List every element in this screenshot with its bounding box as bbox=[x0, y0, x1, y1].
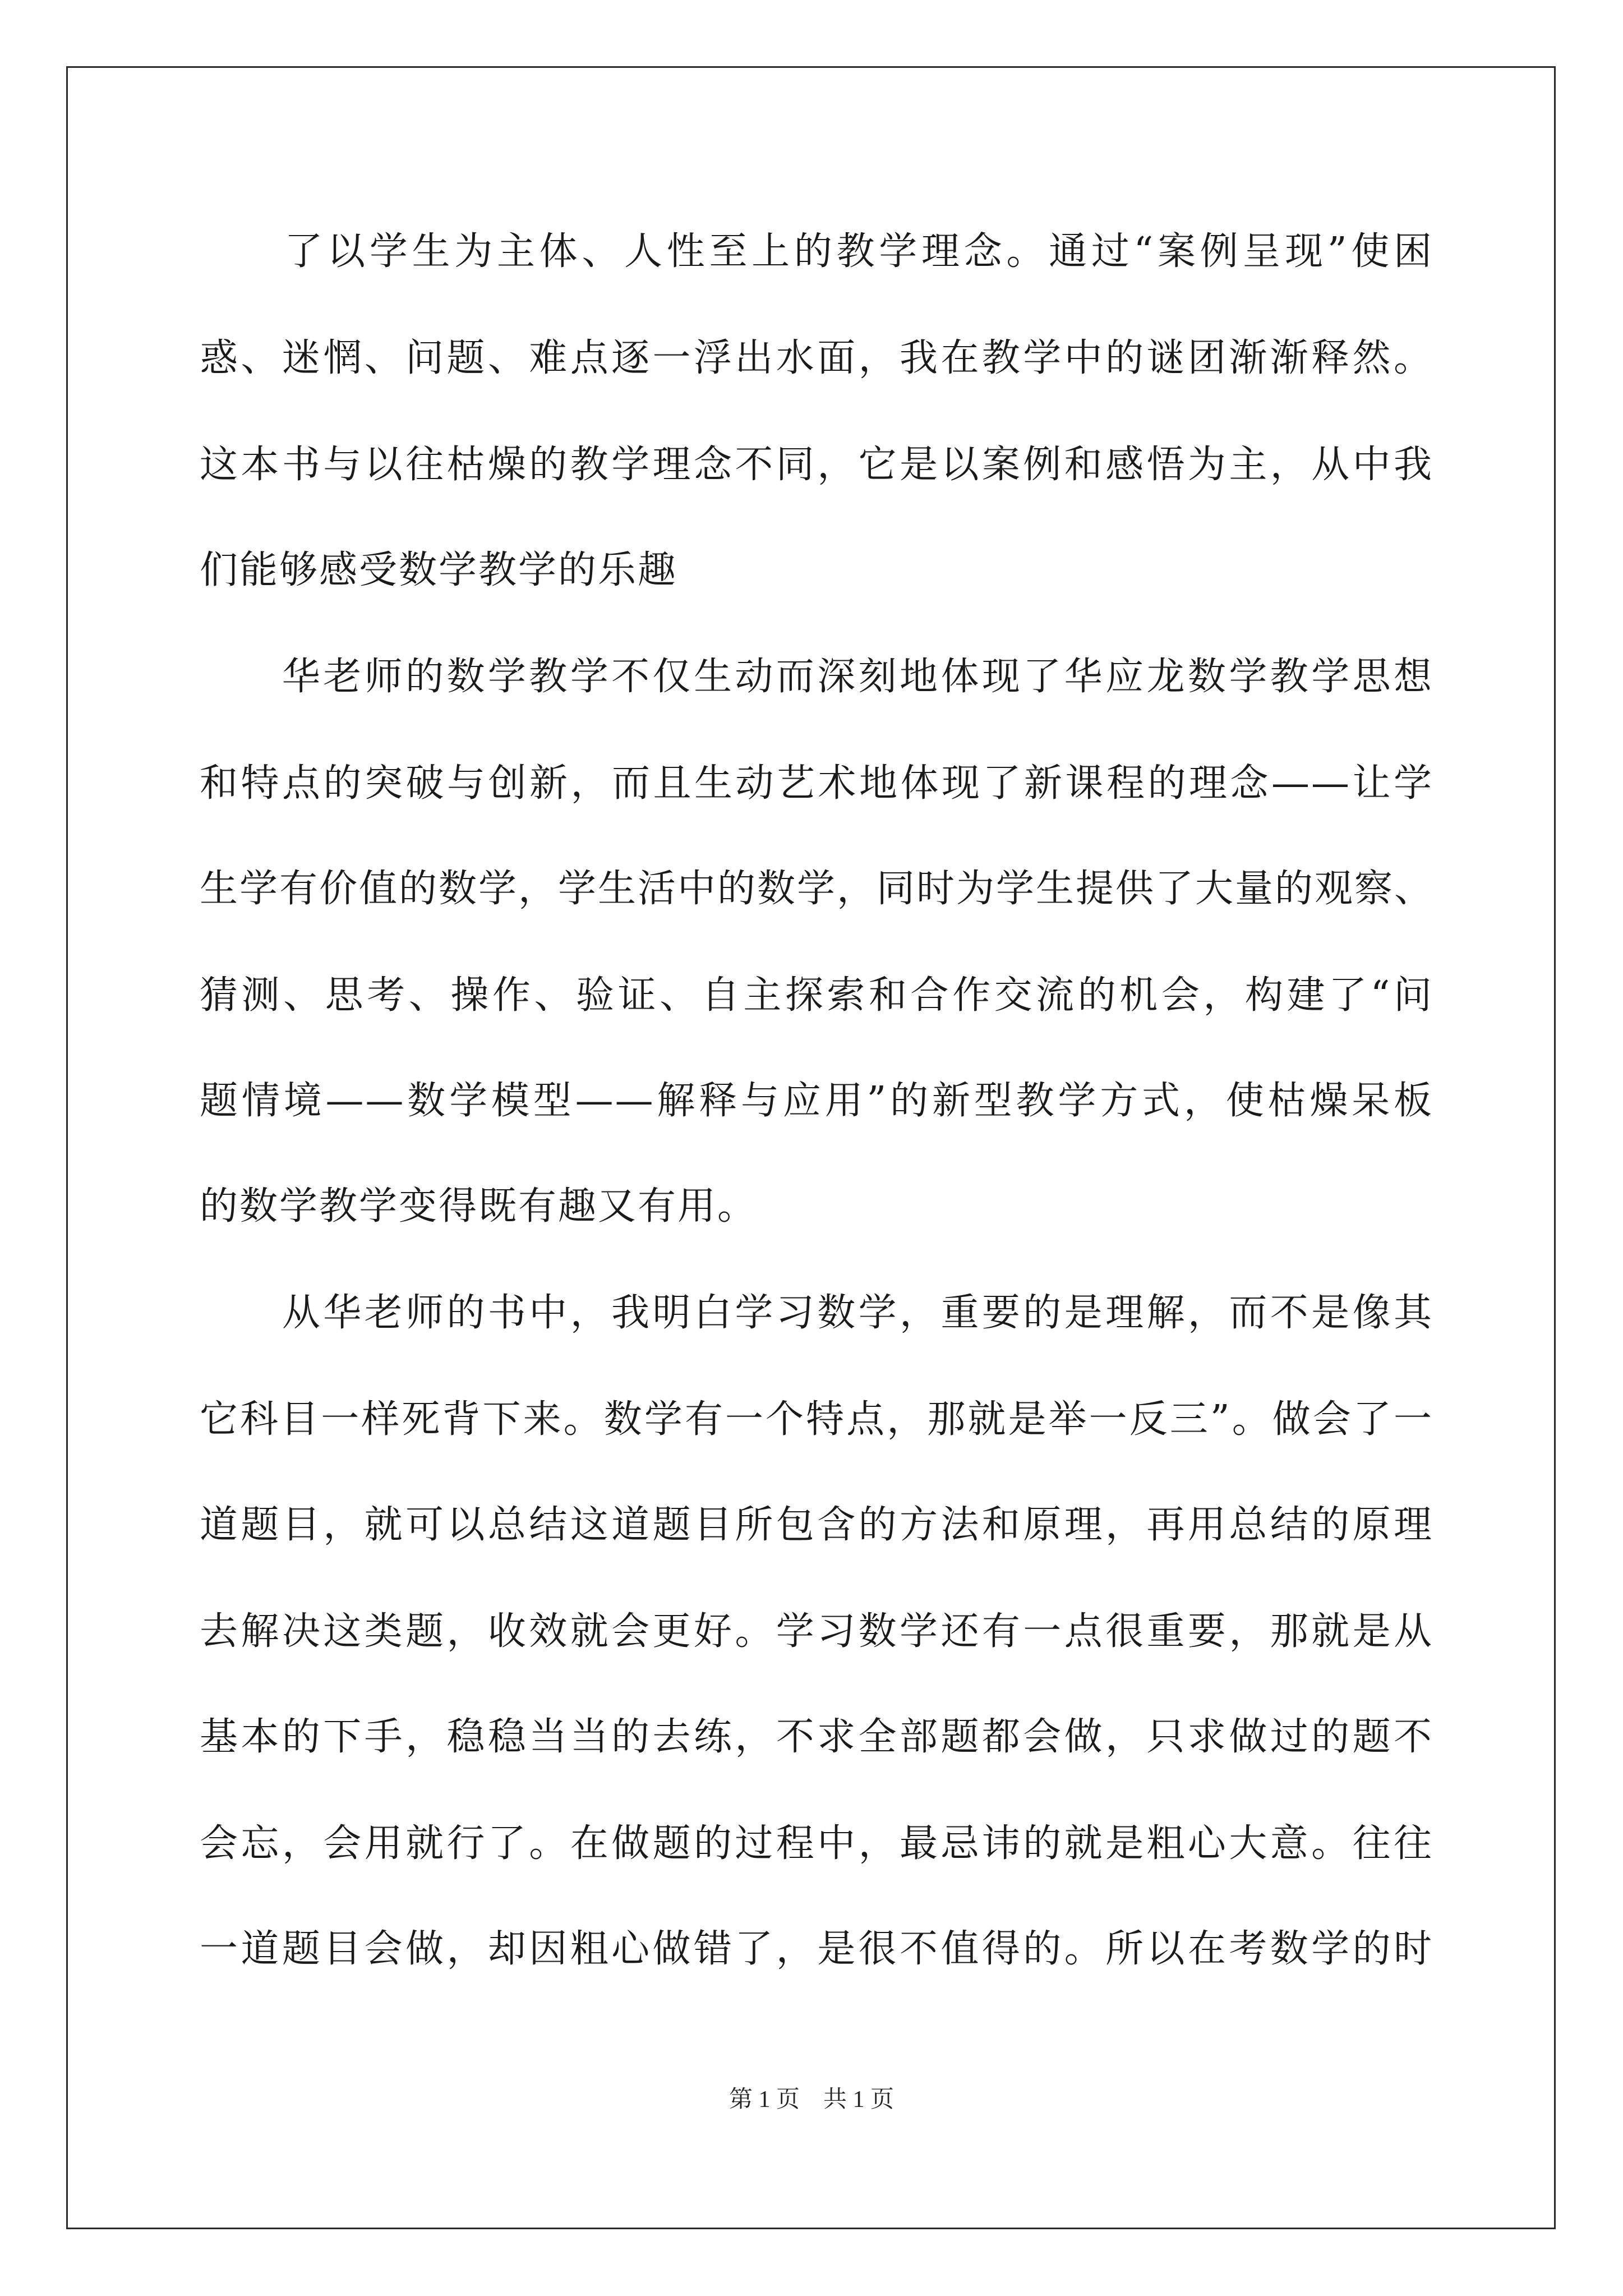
paragraph-2-line-3: 生学有价值的数学，学生活中的数学，同时为学生提供了大量的观察、 bbox=[200, 867, 1435, 911]
paragraph-2-line-4: 猜测、思考、操作、验证、自主探索和合作交流的机会，构建了“问 bbox=[200, 973, 1433, 1018]
paragraph-2-line-2: 和特点的突破与创新，而且生动艺术地体现了新课程的理念——让学 bbox=[200, 761, 1433, 806]
paragraph-2-line-5: 题情境——数学模型——解释与应用”的新型教学方式，使枯燥呆板 bbox=[200, 1079, 1433, 1123]
paragraph-2-line-1: 华老师的数学教学不仅生动而深刻地体现了华应龙数学教学思想 bbox=[200, 655, 1433, 699]
paragraph-3-line-5: 基本的下手，稳稳当当的去练，不求全部题都会做，只求做过的题不 bbox=[200, 1715, 1433, 1759]
paragraph-1-line-2: 惑、迷惘、问题、难点逐一浮出水面，我在教学中的谜团渐渐释然。 bbox=[200, 336, 1433, 380]
paragraph-3-line-4: 去解决这类题，收效就会更好。学习数学还有一点很重要，那就是从 bbox=[200, 1609, 1433, 1654]
paragraph-3-line-6: 会忘，会用就行了。在做题的过程中，最忌讳的就是粗心大意。往往 bbox=[200, 1821, 1433, 1866]
page-number-footer: 第 1 页 共 1 页 bbox=[728, 2087, 894, 2113]
paragraph-3-line-7: 一道题目会做，却因粗心做错了，是很不值得的。所以在考数学的时 bbox=[200, 1927, 1433, 1971]
paragraph-3-line-1: 从华老师的书中，我明白学习数学，重要的是理解，而不是像其 bbox=[200, 1291, 1433, 1335]
paragraph-3-line-2: 它科目一样死背下来。数学有一个特点，那就是举一反三”。做会了一 bbox=[200, 1397, 1433, 1442]
paragraph-1-line-4: 们能够感受数学教学的乐趣 bbox=[200, 548, 678, 592]
paragraph-2-line-6: 的数学教学变得既有趣又有用。 bbox=[200, 1184, 758, 1228]
paragraph-1-line-3: 这本书与以往枯燥的教学理念不同，它是以案例和感悟为主，从中我 bbox=[200, 443, 1433, 487]
paragraph-3-line-3: 道题目，就可以总结这道题目所包含的方法和原理，再用总结的原理 bbox=[200, 1503, 1433, 1547]
paragraph-1-line-1: 了以学生为主体、人性至上的教学理念。通过“案例呈现”使困 bbox=[200, 229, 1433, 274]
page-border bbox=[66, 66, 1556, 2229]
